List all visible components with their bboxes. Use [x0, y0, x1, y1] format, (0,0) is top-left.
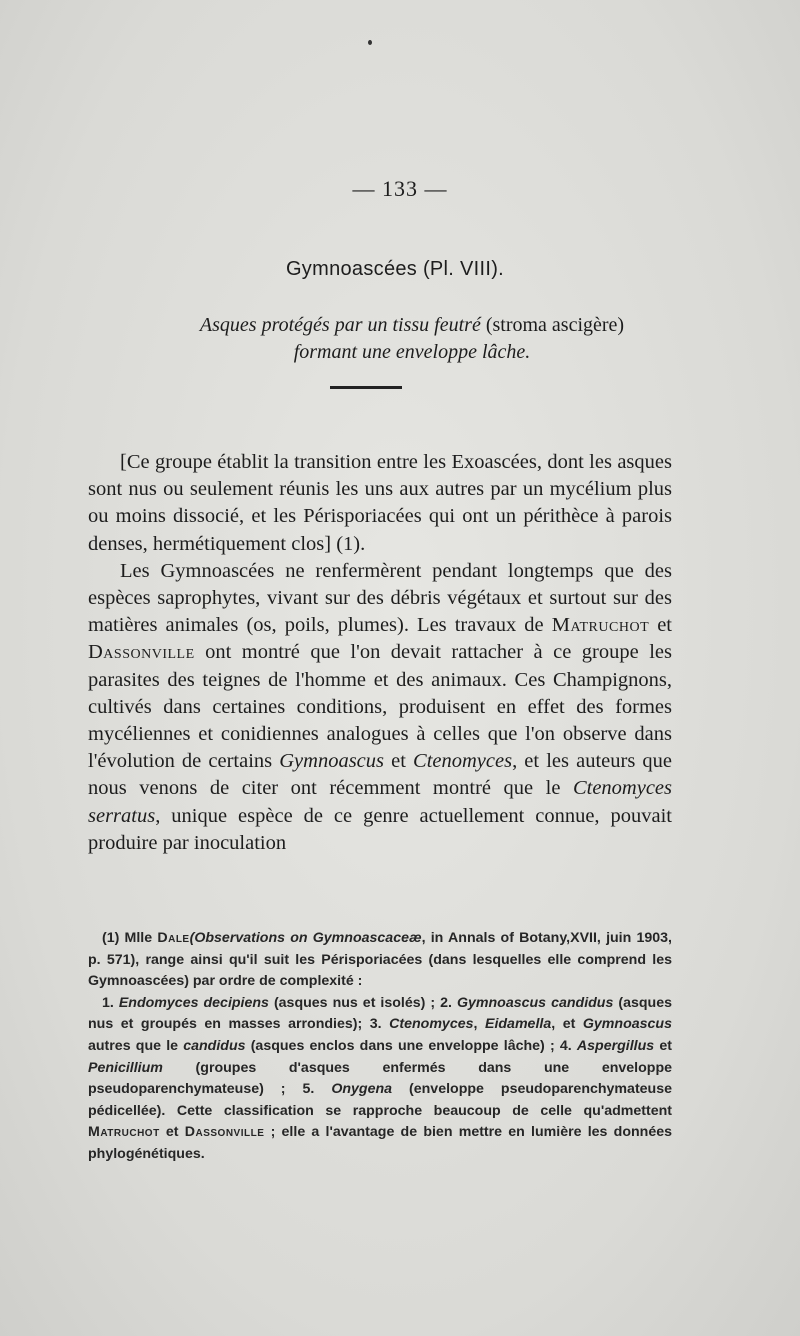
- text-run: (asques enclos dans une enveloppe lâche) ; 4.: [245, 1037, 577, 1054]
- text-run: (enveloppe pseudoparenchymateuse pédicellée). Cette classification se rapproche beaucoup de celle qu'admettent: [88, 1081, 672, 1119]
- text-run: 1.: [102, 994, 119, 1011]
- genus-name: Gymnoascus: [279, 750, 385, 773]
- footnote-1: [88, 928, 672, 993]
- subtitle-italic-part: Asques protégés par un tissu feutré: [199, 314, 481, 336]
- author-name: Dale: [157, 930, 190, 946]
- genus-name: Penicillium: [88, 1059, 163, 1076]
- species-name: candidus: [183, 1037, 246, 1054]
- text-run: Les Gymnoascées ne renfermèrent pendant longtemps que des espèces saprophytes, vivant sur des débris végétaux et surtout sur des matières animales (os, poils, plumes). Les travaux de: [88, 559, 672, 637]
- genus-name: Ctenomyces: [389, 1016, 474, 1033]
- genus-name: Gymnoascus: [582, 1016, 672, 1033]
- text-run: et: [649, 614, 673, 637]
- text-run: (asques nus et isolés) ; 2.: [268, 994, 457, 1011]
- genus-name: Aspergillus: [576, 1037, 655, 1054]
- text-run: (groupes d'asques enfermés dans une enveloppe pseudoparenchymateuse) ; 5.: [88, 1059, 672, 1098]
- section-subtitle: [112, 312, 712, 366]
- author-name: Dassonville: [184, 1124, 265, 1141]
- genus-name: Onygena: [331, 1081, 393, 1098]
- paragraph-2: [88, 558, 672, 857]
- text-run: (1) Mlle: [102, 930, 158, 946]
- species-name: Endomyces decipiens: [118, 994, 269, 1011]
- author-name: Matruchot: [88, 1124, 160, 1141]
- text-run: , in Annals of Botany,XVII, juin 1903, p. 571), range ainsi qu'il suit les Périsporiacées (dans lesquelles elle comprend les Gymnoascées) par ordre de complexité :: [88, 930, 672, 990]
- genus-name: Eidamella: [484, 1016, 552, 1033]
- footnote-list: [88, 993, 672, 1166]
- footnotes: [88, 928, 672, 1166]
- body-text: [88, 449, 672, 857]
- author-name: Matruchot: [551, 614, 650, 637]
- text-run: ,: [473, 1016, 485, 1033]
- species-name: Gymnoascus candidus: [456, 994, 614, 1011]
- text-run: , unique espèce de ce genre actuellement connue, pouvait produire par inoculation: [88, 804, 672, 854]
- text-run: et: [654, 1037, 672, 1054]
- text-run: (asques nus et groupés en masses arrondies); 3.: [88, 994, 672, 1033]
- section-title: Gymnoascées (Pl. VIII).: [285, 258, 505, 280]
- section-divider: [330, 386, 402, 389]
- ink-speck: [368, 40, 372, 45]
- page-number: — 133 —: [352, 176, 448, 201]
- text-run: ; elle a l'avantage de bien mettre en lumière les données phylogénétiques.: [88, 1124, 672, 1162]
- author-name: Dassonville: [88, 641, 195, 664]
- text-run: autres que le: [88, 1037, 184, 1054]
- text-run: et: [384, 750, 414, 773]
- text-run: ont montré que l'on devait rattacher à ce groupe les parasites des teignes de l'homme et des animaux. Ces Champignons, cultivés dans certaines conditions, produisent en effet des formes mycéliennes et conidiennes analogues à celles que l'on observe dans l'évolution de certains: [88, 641, 672, 773]
- subtitle-plain-part: (stroma ascigère): [480, 314, 625, 336]
- subtitle-italic-part-2: formant une enveloppe lâche.: [293, 341, 531, 363]
- text-run: , et: [551, 1016, 583, 1033]
- genus-name: Ctenomyces: [413, 750, 513, 773]
- text-run: et: [159, 1124, 185, 1141]
- cited-title: (Observations on Gymnoascaceæ: [189, 930, 422, 946]
- text-run: , et les auteurs que nous venons de citer ont récemment montré que le: [88, 750, 672, 800]
- species-name: Ctenomyces serratus: [88, 777, 672, 827]
- paragraph-1: [Ce groupe établit la transition entre les Exoascées, dont les asques sont nus ou seulement réunis les uns aux autres par un mycélium plus ou moins dissocié, et les Périsporiacées qui ont un périthèce à parois denses, hermétiquement clos] (1).: [88, 451, 672, 555]
